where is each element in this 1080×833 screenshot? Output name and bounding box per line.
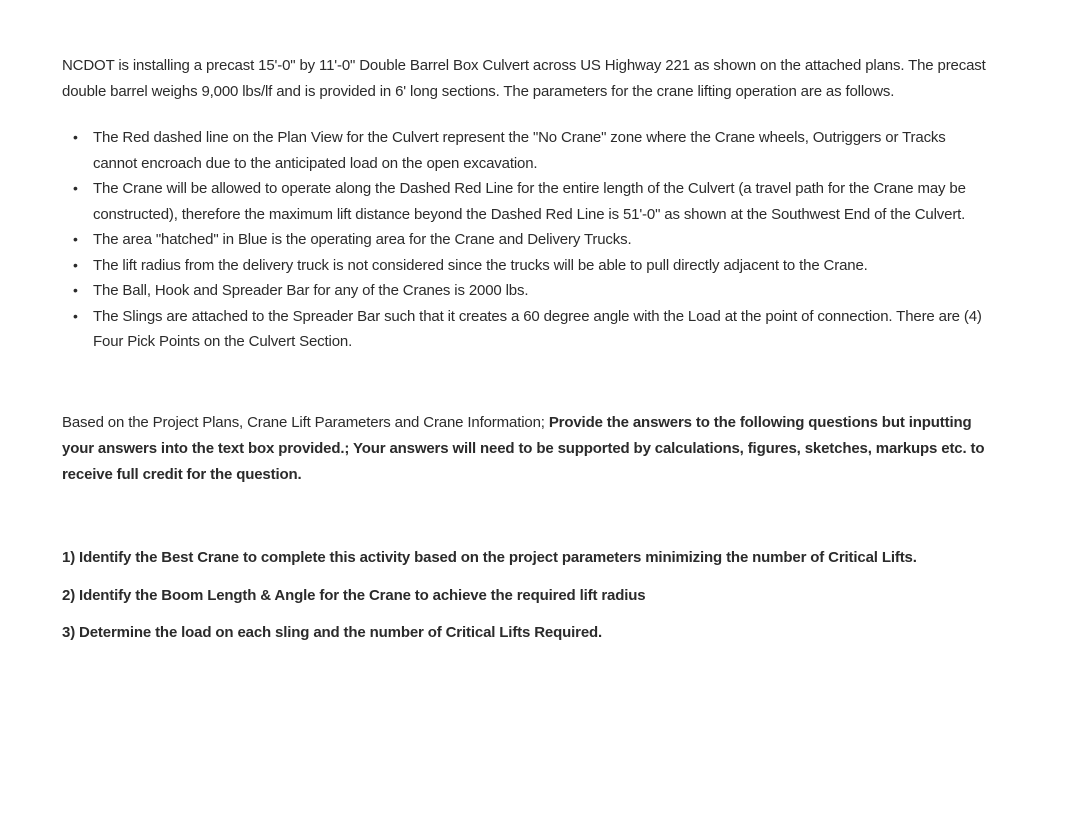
- list-item-text: The Slings are attached to the Spreader Bar such that it creates a 60 degree angle with the Load at the point of connection. There are (4) Four Pick Points on the Culvert Section.: [93, 307, 982, 350]
- question-1: 1) Identify the Best Crane to complete this activity based on the project parameters minimizing the number of Critical Lifts.: [62, 548, 917, 566]
- list-item-text: The Ball, Hook and Spreader Bar for any of the Cranes is 2000 lbs.: [93, 282, 529, 299]
- instructions-bold-text: Provide the answers to the following questions but inputting your answers into the text box provided.; Your answers will need to be supported by calculations, figures, sketches, markups etc. to receive full credit for the question.: [62, 413, 985, 483]
- instructions-paragraph: [62, 410, 990, 488]
- list-item: [62, 304, 990, 355]
- list-item-text: The lift radius from the delivery truck is not considered since the trucks will be able to pull directly adjacent to the Crane.: [93, 256, 868, 274]
- list-item: [62, 278, 990, 304]
- bullet-icon: •: [73, 129, 78, 145]
- bullet-icon: •: [73, 282, 78, 298]
- list-item-text: The area "hatched" in Blue is the operating area for the Crane and Delivery Trucks.: [93, 231, 632, 248]
- list-item: [62, 227, 990, 253]
- question-2: 2) Identify the Boom Length & Angle for the Crane to achieve the required lift radius: [62, 586, 646, 604]
- instructions-regular-text: Based on the Project Plans, Crane Lift Parameters and Crane Information;: [62, 413, 549, 431]
- question-3: 3) Determine the load on each sling and the number of Critical Lifts Required.: [62, 623, 603, 641]
- list-item-text: The Crane will be allowed to operate along the Dashed Red Line for the entire length of the Culvert (a travel path for the Crane may be constructed), therefore the maximum lift distance beyond the Dashed Red Line is 51'-0" as shown at the Southwest End of the Culvert.: [93, 180, 966, 223]
- intro-paragraph: NCDOT is installing a precast 15'-0" by 11'-0" Double Barrel Box Culvert across US Highway 221 as shown on the attached plans. The precast double barrel weighs 9,000 lbs/lf and is provided in 6' long sections. The parameters for the crane lifting operation are as follows.: [62, 57, 986, 100]
- bullet-icon: •: [73, 256, 78, 273]
- bullet-icon: •: [73, 307, 78, 324]
- crane-parameters-list: [62, 125, 990, 355]
- list-item: [62, 176, 990, 227]
- bullet-icon: •: [73, 231, 78, 247]
- list-item: [62, 125, 990, 176]
- bullet-icon: •: [73, 180, 78, 196]
- list-item-text: The Red dashed line on the Plan View for the Culvert represent the "No Crane" zone where the Crane wheels, Outriggers or Tracks cannot encroach due to the anticipated load on the open excavation.: [93, 129, 946, 172]
- list-item: [62, 253, 990, 279]
